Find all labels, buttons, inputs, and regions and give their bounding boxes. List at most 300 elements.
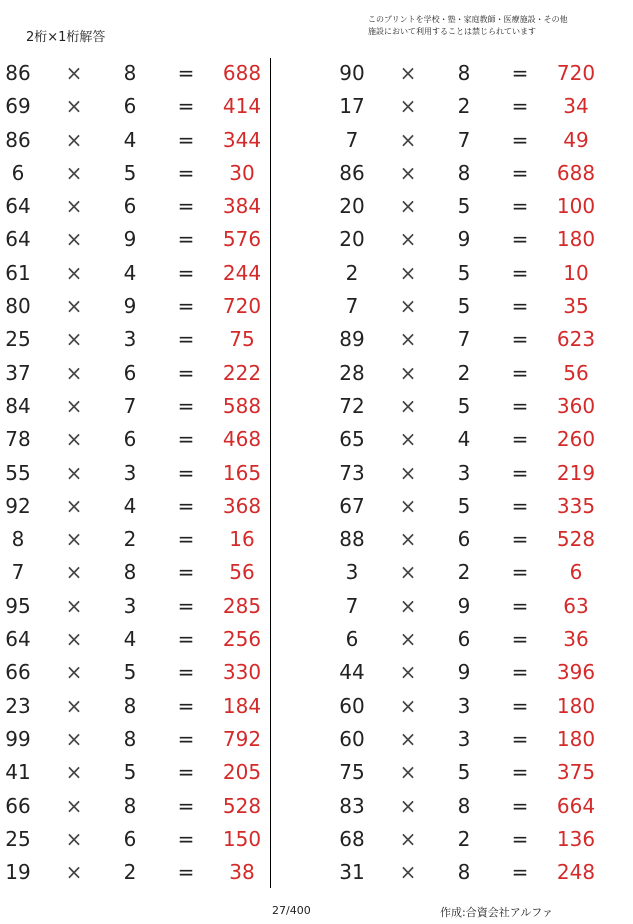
equals-sign: =	[511, 260, 529, 285]
problem-row	[334, 856, 624, 889]
problem-row	[0, 357, 290, 390]
multiply-sign: ×	[65, 94, 83, 119]
multiplicand: 41	[5, 760, 31, 785]
multiplier: 6	[123, 826, 137, 851]
multiplier: 5	[457, 194, 471, 219]
multiplicand: 31	[339, 860, 365, 885]
answer: 136	[556, 826, 596, 851]
multiply-sign: ×	[399, 527, 417, 552]
equals-sign: =	[511, 160, 529, 185]
answer: 222	[222, 360, 262, 385]
problem-row	[0, 223, 290, 256]
equals-sign: =	[177, 160, 195, 185]
problem-row	[0, 423, 290, 456]
multiplicand: 65	[339, 427, 365, 452]
multiply-sign: ×	[399, 593, 417, 618]
answer: 180	[556, 693, 596, 718]
multiplicand: 95	[5, 593, 31, 618]
multiply-sign: ×	[399, 194, 417, 219]
answer: 688	[556, 160, 596, 185]
answer: 35	[563, 294, 589, 319]
answer: 16	[229, 527, 255, 552]
multiplier: 5	[123, 760, 137, 785]
problem-row	[0, 656, 290, 689]
problem-row	[334, 390, 624, 423]
multiply-sign: ×	[65, 760, 83, 785]
multiplier: 6	[457, 627, 471, 652]
notice-line-1: このプリントを学校・塾・家庭教師・医療施設・その他	[368, 15, 568, 24]
multiplicand: 90	[339, 61, 365, 85]
maker-credit: 作成:合資会社アルファ	[440, 906, 554, 919]
multiplicand: 3	[345, 560, 359, 585]
problem-row	[0, 124, 290, 157]
multiplier: 8	[457, 61, 471, 85]
problem-row	[0, 490, 290, 523]
answer: 63	[563, 593, 589, 618]
problem-row	[0, 90, 290, 123]
answer: 285	[222, 593, 262, 618]
multiplier: 5	[457, 393, 471, 418]
equals-sign: =	[511, 327, 529, 352]
problem-row	[334, 323, 624, 356]
problem-row	[334, 457, 624, 490]
multiplicand: 86	[5, 61, 31, 85]
problem-row	[0, 323, 290, 356]
multiplicand: 75	[339, 760, 365, 785]
multiplicand: 66	[5, 793, 31, 818]
problem-row	[0, 457, 290, 490]
multiplier: 6	[457, 527, 471, 552]
multiply-sign: ×	[65, 393, 83, 418]
equals-sign: =	[511, 227, 529, 252]
equals-sign: =	[177, 194, 195, 219]
equals-sign: =	[511, 427, 529, 452]
multiply-sign: ×	[399, 160, 417, 185]
multiply-sign: ×	[65, 227, 83, 252]
answer: 244	[222, 260, 262, 285]
multiplier: 2	[457, 94, 471, 119]
problem-row	[334, 656, 624, 689]
multiplier: 8	[123, 726, 137, 751]
equals-sign: =	[511, 294, 529, 319]
multiplier: 3	[457, 693, 471, 718]
answer: 720	[556, 61, 596, 85]
multiplier: 2	[123, 527, 137, 552]
multiply-sign: ×	[65, 527, 83, 552]
multiplier: 3	[123, 327, 137, 352]
equals-sign: =	[177, 327, 195, 352]
equals-sign: =	[177, 560, 195, 585]
problem-row	[0, 290, 290, 323]
multiplicand: 64	[5, 627, 31, 652]
multiply-sign: ×	[65, 194, 83, 219]
problem-row	[0, 590, 290, 623]
problem-row	[0, 523, 290, 556]
multiplier: 8	[123, 61, 137, 85]
equals-sign: =	[177, 360, 195, 385]
equals-sign: =	[177, 393, 195, 418]
multiplier: 2	[457, 360, 471, 385]
answer: 219	[556, 460, 596, 485]
problem-row	[334, 823, 624, 856]
multiply-sign: ×	[65, 427, 83, 452]
equals-sign: =	[511, 560, 529, 585]
multiplier: 7	[457, 127, 471, 152]
answer: 375	[556, 760, 596, 785]
equals-sign: =	[511, 393, 529, 418]
multiply-sign: ×	[65, 660, 83, 685]
multiplicand: 68	[339, 826, 365, 851]
multiplier: 8	[123, 560, 137, 585]
answer: 688	[222, 61, 262, 85]
equals-sign: =	[511, 127, 529, 152]
multiply-sign: ×	[65, 593, 83, 618]
multiply-sign: ×	[65, 127, 83, 152]
problem-row	[334, 423, 624, 456]
multiplicand: 60	[339, 726, 365, 751]
multiplier: 5	[123, 160, 137, 185]
multiply-sign: ×	[65, 61, 83, 85]
answer: 256	[222, 627, 262, 652]
multiplicand: 66	[5, 660, 31, 685]
problem-row	[334, 623, 624, 656]
equals-sign: =	[177, 693, 195, 718]
multiplicand: 99	[5, 726, 31, 751]
multiplicand: 7	[345, 593, 359, 618]
multiply-sign: ×	[65, 160, 83, 185]
multiply-sign: ×	[65, 360, 83, 385]
answer: 396	[556, 660, 596, 685]
multiply-sign: ×	[399, 260, 417, 285]
multiplier: 4	[123, 493, 137, 518]
multiply-sign: ×	[399, 360, 417, 385]
answer: 384	[222, 194, 262, 219]
answer: 360	[556, 393, 596, 418]
equals-sign: =	[511, 660, 529, 685]
answer: 344	[222, 127, 262, 152]
answer: 720	[222, 294, 262, 319]
multiplier: 9	[123, 227, 137, 252]
multiply-sign: ×	[399, 860, 417, 885]
answer: 330	[222, 660, 262, 685]
multiplier: 9	[457, 660, 471, 685]
multiplicand: 37	[5, 360, 31, 385]
problem-row	[0, 756, 290, 789]
multiplier: 9	[123, 294, 137, 319]
multiply-sign: ×	[399, 760, 417, 785]
multiplicand: 7	[345, 294, 359, 319]
problem-row	[0, 823, 290, 856]
problem-row	[334, 57, 624, 90]
multiplicand: 86	[339, 160, 365, 185]
multiplicand: 64	[5, 194, 31, 219]
equals-sign: =	[177, 860, 195, 885]
multiplicand: 17	[339, 94, 365, 119]
multiplicand: 2	[345, 260, 359, 285]
equals-sign: =	[177, 493, 195, 518]
problem-row	[334, 590, 624, 623]
multiplier: 6	[123, 194, 137, 219]
equals-sign: =	[177, 294, 195, 319]
multiply-sign: ×	[399, 493, 417, 518]
multiplier: 3	[457, 460, 471, 485]
multiplicand: 20	[339, 194, 365, 219]
problem-row	[334, 357, 624, 390]
equals-sign: =	[511, 194, 529, 219]
answer: 10	[563, 260, 589, 285]
problem-row	[334, 223, 624, 256]
multiplicand: 67	[339, 493, 365, 518]
multiply-sign: ×	[65, 260, 83, 285]
problem-row	[334, 257, 624, 290]
multiply-sign: ×	[399, 560, 417, 585]
answer: 260	[556, 427, 596, 452]
answer: 34	[563, 94, 589, 119]
problem-row	[334, 157, 624, 190]
multiplier: 2	[123, 860, 137, 885]
multiplicand: 78	[5, 427, 31, 452]
answer: 36	[563, 627, 589, 652]
problem-row	[0, 856, 290, 889]
multiplicand: 25	[5, 327, 31, 352]
answer: 468	[222, 427, 262, 452]
problem-row	[334, 290, 624, 323]
answer: 100	[556, 194, 596, 219]
equals-sign: =	[511, 94, 529, 119]
problem-row	[0, 57, 290, 90]
problem-row	[334, 690, 624, 723]
multiplier: 5	[457, 260, 471, 285]
problem-row	[334, 723, 624, 756]
multiplicand: 64	[5, 227, 31, 252]
multiply-sign: ×	[65, 560, 83, 585]
multiply-sign: ×	[399, 127, 417, 152]
multiplier: 3	[123, 593, 137, 618]
equals-sign: =	[177, 127, 195, 152]
answer: 180	[556, 227, 596, 252]
usage-notice	[368, 14, 568, 38]
multiplicand: 69	[5, 94, 31, 119]
problem-row	[0, 157, 290, 190]
page-number: 27/400	[272, 904, 311, 917]
problem-row	[0, 790, 290, 823]
equals-sign: =	[511, 826, 529, 851]
multiplier: 8	[457, 860, 471, 885]
problem-row	[0, 623, 290, 656]
multiply-sign: ×	[399, 460, 417, 485]
multiplicand: 7	[11, 560, 25, 585]
multiplicand: 6	[345, 627, 359, 652]
equals-sign: =	[177, 427, 195, 452]
equals-sign: =	[177, 460, 195, 485]
answer: 623	[556, 327, 596, 352]
multiply-sign: ×	[399, 793, 417, 818]
multiply-sign: ×	[65, 860, 83, 885]
multiplier: 4	[457, 427, 471, 452]
answer: 528	[222, 793, 262, 818]
answer: 528	[556, 527, 596, 552]
multiplicand: 25	[5, 826, 31, 851]
problem-row	[334, 90, 624, 123]
multiply-sign: ×	[399, 61, 417, 85]
equals-sign: =	[511, 61, 529, 85]
multiplicand: 86	[5, 127, 31, 152]
problem-row	[0, 390, 290, 423]
problem-row	[334, 523, 624, 556]
answer: 38	[229, 860, 255, 885]
equals-sign: =	[511, 726, 529, 751]
equals-sign: =	[511, 460, 529, 485]
equals-sign: =	[177, 593, 195, 618]
multiplier: 5	[457, 294, 471, 319]
answer: 180	[556, 726, 596, 751]
equals-sign: =	[177, 726, 195, 751]
problem-row	[0, 723, 290, 756]
multiplier: 8	[457, 793, 471, 818]
multiplier: 5	[123, 660, 137, 685]
equals-sign: =	[177, 94, 195, 119]
problem-row	[334, 556, 624, 589]
multiply-sign: ×	[65, 627, 83, 652]
answer: 49	[563, 127, 589, 152]
multiplicand: 92	[5, 493, 31, 518]
multiply-sign: ×	[399, 94, 417, 119]
multiplier: 9	[457, 227, 471, 252]
multiply-sign: ×	[399, 826, 417, 851]
answer: 165	[222, 460, 262, 485]
answer: 588	[222, 393, 262, 418]
equals-sign: =	[511, 593, 529, 618]
multiplicand: 83	[339, 793, 365, 818]
multiplicand: 23	[5, 693, 31, 718]
multiplicand: 88	[339, 527, 365, 552]
answer: 792	[222, 726, 262, 751]
problem-row	[334, 124, 624, 157]
multiplicand: 28	[339, 360, 365, 385]
multiplier: 2	[457, 560, 471, 585]
multiplier: 7	[457, 327, 471, 352]
multiplier: 2	[457, 826, 471, 851]
multiplier: 6	[123, 360, 137, 385]
answer: 184	[222, 693, 262, 718]
equals-sign: =	[177, 760, 195, 785]
multiplicand: 55	[5, 460, 31, 485]
multiply-sign: ×	[399, 227, 417, 252]
answer: 335	[556, 493, 596, 518]
answer: 664	[556, 793, 596, 818]
multiplier: 9	[457, 593, 471, 618]
problem-row	[334, 190, 624, 223]
answer: 205	[222, 760, 262, 785]
multiplier: 4	[123, 127, 137, 152]
equals-sign: =	[177, 793, 195, 818]
multiply-sign: ×	[399, 327, 417, 352]
multiply-sign: ×	[65, 726, 83, 751]
multiply-sign: ×	[65, 693, 83, 718]
answer: 368	[222, 493, 262, 518]
left-problem-column	[0, 57, 290, 889]
equals-sign: =	[511, 627, 529, 652]
answer: 150	[222, 826, 262, 851]
multiplicand: 44	[339, 660, 365, 685]
multiply-sign: ×	[399, 693, 417, 718]
multiplicand: 19	[5, 860, 31, 885]
multiplier: 3	[123, 460, 137, 485]
equals-sign: =	[177, 227, 195, 252]
multiply-sign: ×	[399, 294, 417, 319]
multiplier: 6	[123, 427, 137, 452]
equals-sign: =	[177, 260, 195, 285]
multiplier: 8	[457, 160, 471, 185]
multiply-sign: ×	[399, 627, 417, 652]
multiplier: 7	[123, 393, 137, 418]
answer: 414	[222, 94, 262, 119]
multiplicand: 6	[11, 160, 25, 185]
answer: 30	[229, 160, 255, 185]
multiplicand: 61	[5, 260, 31, 285]
multiplier: 4	[123, 260, 137, 285]
multiply-sign: ×	[399, 427, 417, 452]
equals-sign: =	[177, 627, 195, 652]
multiplicand: 73	[339, 460, 365, 485]
equals-sign: =	[511, 360, 529, 385]
problem-row	[0, 690, 290, 723]
answer: 576	[222, 227, 262, 252]
equals-sign: =	[177, 660, 195, 685]
worksheet-title: 2桁×1桁解答	[26, 30, 106, 45]
answer: 56	[229, 560, 255, 585]
multiply-sign: ×	[65, 493, 83, 518]
answer: 248	[556, 860, 596, 885]
notice-line-2: 施設において利用することは禁じられています	[368, 27, 536, 36]
answer: 6	[569, 560, 583, 585]
equals-sign: =	[511, 793, 529, 818]
equals-sign: =	[511, 527, 529, 552]
multiplier: 4	[123, 627, 137, 652]
multiplier: 6	[123, 94, 137, 119]
multiply-sign: ×	[65, 327, 83, 352]
problem-row	[0, 556, 290, 589]
problem-row	[334, 490, 624, 523]
answer: 56	[563, 360, 589, 385]
multiplicand: 20	[339, 227, 365, 252]
multiplicand: 84	[5, 393, 31, 418]
equals-sign: =	[511, 493, 529, 518]
equals-sign: =	[177, 61, 195, 85]
multiply-sign: ×	[65, 826, 83, 851]
multiplicand: 80	[5, 294, 31, 319]
multiply-sign: ×	[65, 460, 83, 485]
problem-row	[334, 790, 624, 823]
multiply-sign: ×	[399, 726, 417, 751]
answer: 75	[229, 327, 255, 352]
problem-row	[0, 257, 290, 290]
multiplicand: 60	[339, 693, 365, 718]
multiply-sign: ×	[399, 660, 417, 685]
equals-sign: =	[511, 760, 529, 785]
multiply-sign: ×	[399, 393, 417, 418]
equals-sign: =	[511, 860, 529, 885]
multiplier: 8	[123, 693, 137, 718]
multiply-sign: ×	[65, 294, 83, 319]
right-problem-column	[334, 57, 624, 889]
multiplier: 8	[123, 793, 137, 818]
equals-sign: =	[177, 527, 195, 552]
multiplicand: 72	[339, 393, 365, 418]
multiplicand: 7	[345, 127, 359, 152]
multiply-sign: ×	[65, 793, 83, 818]
problem-row	[0, 190, 290, 223]
